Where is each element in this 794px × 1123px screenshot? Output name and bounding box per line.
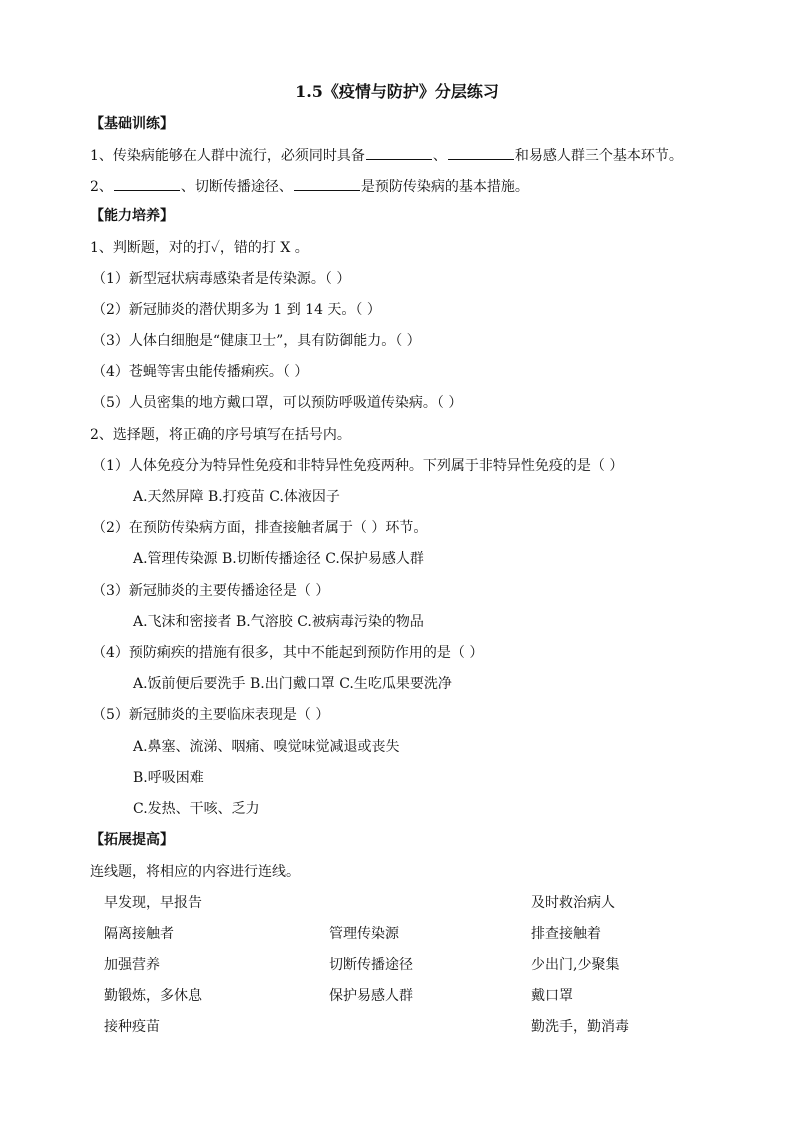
basic-q2-text-a: 2、 [90,179,113,195]
basic-q1-text-b: 和易感人群三个基本环节。 [514,148,683,164]
judge-item: （4）苍蝇等害虫能传播痢疾。（ ） [92,364,309,380]
judge-item: （2）新冠肺炎的潜伏期多为 1 到 14 天。（ ） [92,302,381,318]
match-right-item[interactable]: 及时救治病人 [531,895,615,911]
match-left-item[interactable]: 隔离接触者 [104,926,174,942]
match-right-item[interactable]: 勤洗手，勤消毒 [531,1019,629,1035]
choice-question: （4）预防痢疾的措施有很多，其中不能起到预防作用的是（ ） [92,645,484,661]
blank-line[interactable] [366,145,432,160]
choice-options: A.飞沫和密接者 B.气溶胶 C.被病毒污染的物品 [133,614,424,630]
basic-question-1 [90,145,683,166]
match-left-item[interactable]: 勤锻炼，多休息 [104,988,202,1004]
match-right-item[interactable]: 少出门,少聚集 [531,957,620,973]
choice-options: A.饭前便后要洗手 B.出门戴口罩 C.生吃瓜果要洗净 [133,676,452,692]
blank-line[interactable] [294,176,360,191]
choice-options: A.管理传染源 B.切断传播途径 C.保护易感人群 [133,551,424,567]
judge-item: （5）人员密集的地方戴口罩，可以预防呼吸道传染病。（ ） [92,395,463,411]
choice-question: （2）在预防传染病方面，排查接触者属于（ ）环节。 [92,520,428,536]
basic-q1-text-a: 1、传染病能够在人群中流行，必须同时具备 [90,148,365,164]
basic-question-2 [90,176,529,197]
match-middle-item[interactable]: 切断传播途径 [329,957,413,973]
choice-option: B.呼吸困难 [133,770,204,786]
match-right-item[interactable]: 排查接触着 [531,926,601,942]
page-title: 1.5《疫情与防护》分层练习 [295,82,499,101]
blank-line[interactable] [448,145,514,160]
choice-question: （3）新冠肺炎的主要传播途径是（ ） [92,583,330,599]
match-right-item[interactable]: 戴口罩 [531,988,573,1004]
basic-q2-text-c: 是预防传染病的基本措施。 [360,179,529,195]
section-basic-header: 【基础训练】 [90,116,174,132]
basic-q2-text-b: 、切断传播途径、 [180,179,293,195]
section-extension-header: 【拓展提高】 [90,832,174,848]
matching-intro: 连线题，将相应的内容进行连线。 [90,864,300,880]
section-ability-header: 【能力培养】 [90,208,174,224]
choice-options: A.天然屏障 B.打疫苗 C.体液因子 [133,489,340,505]
match-middle-item[interactable]: 管理传染源 [329,926,399,942]
judge-item: （3）人体白细胞是“健康卫士”，具有防御能力。（ ） [92,333,421,349]
match-middle-item[interactable]: 保护易感人群 [329,988,413,1004]
match-left-item[interactable]: 早发现，早报告 [104,895,202,911]
choice-question: （5）新冠肺炎的主要临床表现是（ ） [92,707,330,723]
match-left-item[interactable]: 接种疫苗 [104,1019,160,1035]
judge-item: （1）新型冠状病毒感染者是传染源。（ ） [92,271,351,287]
judge-intro: 1、判断题，对的打✓，错的打 X 。 [90,240,309,256]
match-left-item[interactable]: 加强营养 [104,957,160,973]
basic-q1-sep: 、 [432,148,447,164]
choice-intro: 2、选择题，将正确的序号填写在括号内。 [90,427,351,443]
choice-option: A.鼻塞、流涕、咽痛、嗅觉味觉减退或丧失 [133,739,400,755]
blank-line[interactable] [114,176,180,191]
choice-question: （1）人体免疫分为特异性免疫和非特异性免疫两种。下列属于非特异性免疫的是（ ） [92,458,624,474]
choice-option: C.发热、干咳、乏力 [133,801,260,817]
